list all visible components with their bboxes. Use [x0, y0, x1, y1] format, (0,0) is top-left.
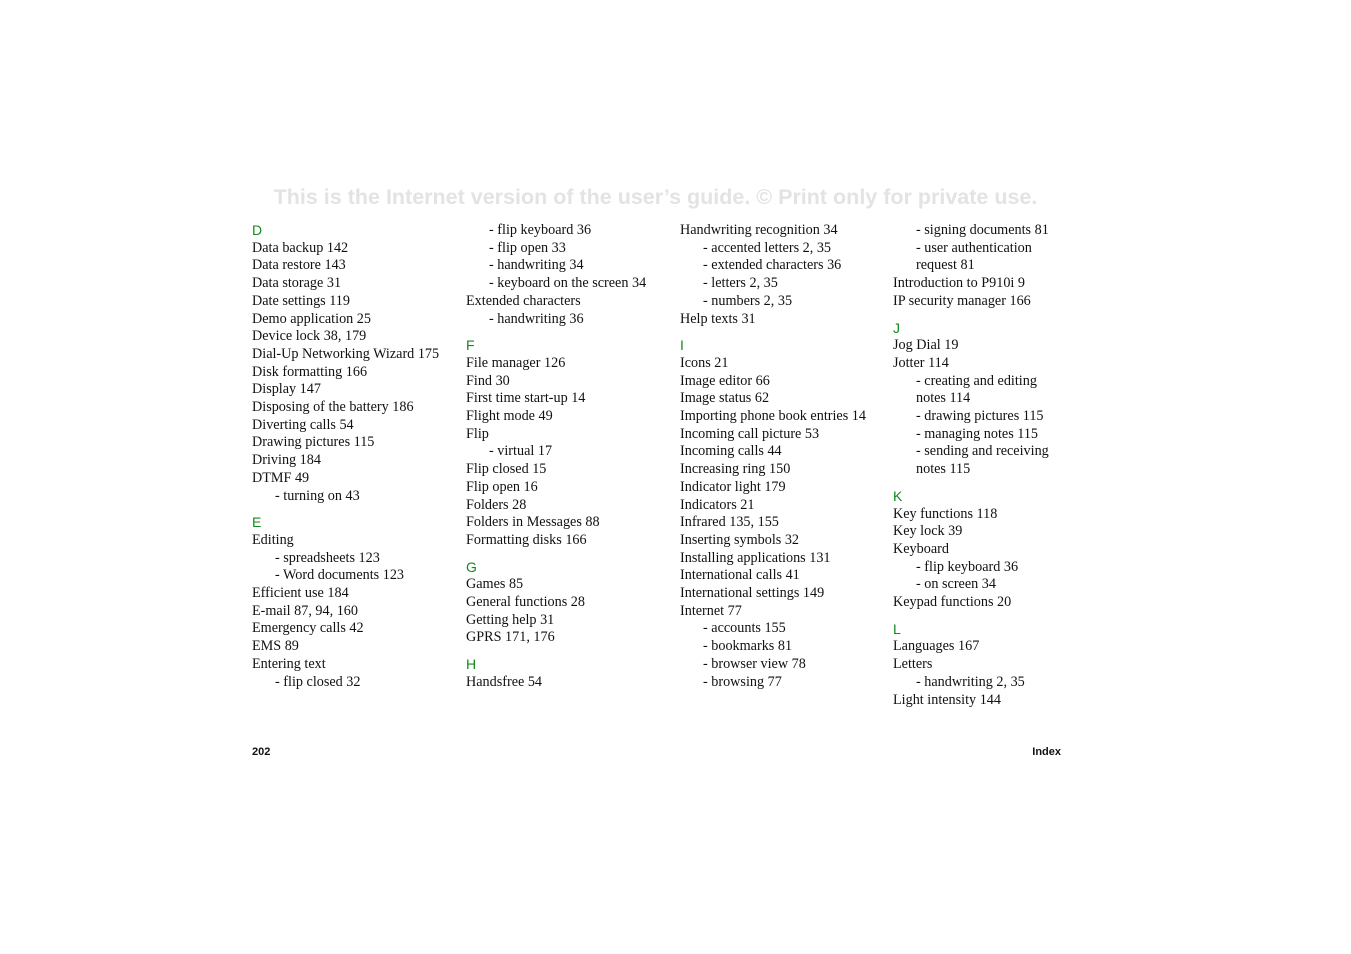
index-entry: Importing phone book entries 14 [680, 408, 866, 425]
index-entry: Flip [466, 425, 489, 442]
index-subentry: - managing notes 115 [916, 425, 1039, 442]
index-entry: Editing [252, 531, 294, 548]
index-entry: Games 85 [466, 576, 524, 593]
index-subentry: - accounts 155 [703, 620, 786, 637]
index-entry: IP security manager 166 [893, 292, 1031, 309]
index-subentry: - handwriting 2, 35 [916, 673, 1025, 690]
index-entry: Increasing ring 150 [680, 461, 791, 478]
index-entry: Data storage 31 [252, 275, 342, 292]
index-entry: Flight mode 49 [466, 408, 553, 425]
index-subentry: - drawing pictures 115 [916, 408, 1044, 425]
index-entry: Key functions 118 [893, 505, 998, 522]
index-entry: Formatting disks 166 [466, 531, 587, 548]
index-letter-heading: E [252, 514, 262, 531]
section-title: Index [1032, 746, 1061, 758]
index-entry: Flip open 16 [466, 478, 538, 495]
index-entry: Disposing of the battery 186 [252, 399, 414, 416]
index-entry: Icons 21 [680, 354, 729, 371]
index-subentry: - flip keyboard 36 [489, 222, 592, 238]
index-subentry: - browsing 77 [703, 673, 782, 690]
index-entry: Handwriting recognition 34 [680, 222, 838, 238]
index-letter-heading: F [466, 337, 475, 354]
index-letter-heading: J [893, 319, 900, 336]
index-entry: Date settings 119 [252, 292, 350, 309]
index-entry: International calls 41 [680, 567, 800, 584]
index-entry: Driving 184 [252, 452, 321, 469]
index-entry: GPRS 171, 176 [466, 629, 555, 646]
index-entry: Flip closed 15 [466, 461, 547, 478]
index-entry: Incoming calls 44 [680, 443, 782, 460]
index-entry: International settings 149 [680, 585, 825, 602]
index-subentry: - virtual 17 [489, 443, 553, 460]
index-entry: Data restore 143 [252, 257, 346, 274]
watermark-text: This is the Internet version of the user’s guide. © Print only for private use. [273, 185, 1038, 209]
index-subentry: - spreadsheets 123 [275, 549, 380, 566]
index-entry: Indicators 21 [680, 496, 755, 513]
index-subentry: - browser view 78 [703, 655, 806, 672]
index-subentry: - keyboard on the screen 34 [489, 275, 647, 292]
index-entry: Diverting calls 54 [252, 416, 354, 433]
index-subentry: - bookmarks 81 [703, 638, 793, 655]
index-entry: Device lock 38, 179 [252, 328, 367, 345]
index-entry: Inserting symbols 32 [680, 531, 800, 548]
index-entry: Handsfree 54 [466, 673, 543, 690]
index-entry: Disk formatting 166 [252, 363, 368, 380]
index-column-2 [466, 222, 671, 692]
index-subentry: - Word documents 123 [275, 567, 405, 584]
index-entry: Getting help 31 [466, 611, 555, 628]
index-entry: Key lock 39 [893, 523, 963, 540]
index-entry: Entering text [252, 655, 326, 672]
index-subentry: - flip keyboard 36 [916, 558, 1019, 575]
index-subentry: - flip closed 32 [275, 673, 361, 690]
index-entry: Dial-Up Networking Wizard 175 [252, 345, 440, 362]
index-subentry: - extended characters 36 [703, 257, 842, 274]
index-entry: Find 30 [466, 372, 510, 389]
index-entry: General functions 28 [466, 594, 585, 611]
index-column-3 [680, 222, 885, 691]
index-entry: Efficient use 184 [252, 585, 349, 602]
index-entry: Indicator light 179 [680, 478, 786, 495]
index-letter-heading: D [252, 222, 263, 238]
index-entry: Light intensity 144 [893, 691, 1001, 708]
index-subentry: - on screen 34 [916, 576, 996, 593]
index-entry: Jog Dial 19 [893, 337, 959, 354]
index-column-4 [893, 222, 1063, 709]
index-entry: Data backup 142 [252, 239, 349, 256]
index-subentry: - numbers 2, 35 [703, 292, 793, 309]
index-letter-heading: H [466, 656, 477, 673]
index-subentry: - accented letters 2, 35 [703, 239, 832, 256]
index-entry: Keypad functions 20 [893, 594, 1012, 611]
index-entry: Display 147 [252, 381, 321, 398]
index-letter-heading: L [893, 620, 901, 637]
index-entry: E-mail 87, 94, 160 [252, 602, 358, 619]
index-entry: Demo application 25 [252, 310, 371, 327]
index-entry: First time start-up 14 [466, 390, 586, 407]
index-subentry: - handwriting 36 [489, 310, 584, 327]
index-entry: Installing applications 131 [680, 549, 831, 566]
index-column-1 [252, 222, 457, 691]
page-number: 202 [252, 746, 271, 758]
index-subentry: - sending and receiving notes 115 [916, 443, 1049, 478]
index-entry: Image editor 66 [680, 372, 770, 389]
index-entry: File manager 126 [466, 354, 566, 371]
index-letter-heading: I [680, 337, 684, 354]
index-subentry: - user authentication request 81 [916, 239, 1032, 274]
index-entry: Emergency calls 42 [252, 620, 364, 637]
index-subentry: - creating and editing notes 114 [916, 372, 1037, 407]
index-entry: Jotter 114 [893, 354, 949, 371]
index-entry: Introduction to P910i 9 [893, 275, 1026, 292]
index-subentry: - flip open 33 [489, 239, 566, 256]
index-entry: Image status 62 [680, 390, 770, 407]
index-subentry: - handwriting 34 [489, 257, 584, 274]
index-subentry: - turning on 43 [275, 487, 360, 504]
index-entry: EMS 89 [252, 638, 299, 655]
index-entry: Extended characters [466, 292, 581, 309]
index-subentry: - letters 2, 35 [703, 275, 778, 292]
index-entry: Infrared 135, 155 [680, 514, 779, 531]
index-entry: Drawing pictures 115 [252, 434, 375, 451]
index-entry: Folders 28 [466, 496, 527, 513]
index-entry: Folders in Messages 88 [466, 514, 600, 531]
index-entry: Help texts 31 [680, 310, 756, 327]
index-entry: Keyboard [893, 540, 949, 557]
index-entry: Internet 77 [680, 602, 742, 619]
index-subentry: - signing documents 81 [916, 222, 1049, 238]
index-entry: Languages 167 [893, 638, 980, 655]
index-letter-heading: G [466, 558, 477, 575]
index-entry: Letters [893, 656, 933, 673]
index-letter-heading: K [893, 487, 903, 504]
index-entry: DTMF 49 [252, 469, 310, 486]
index-entry: Incoming call picture 53 [680, 425, 820, 442]
